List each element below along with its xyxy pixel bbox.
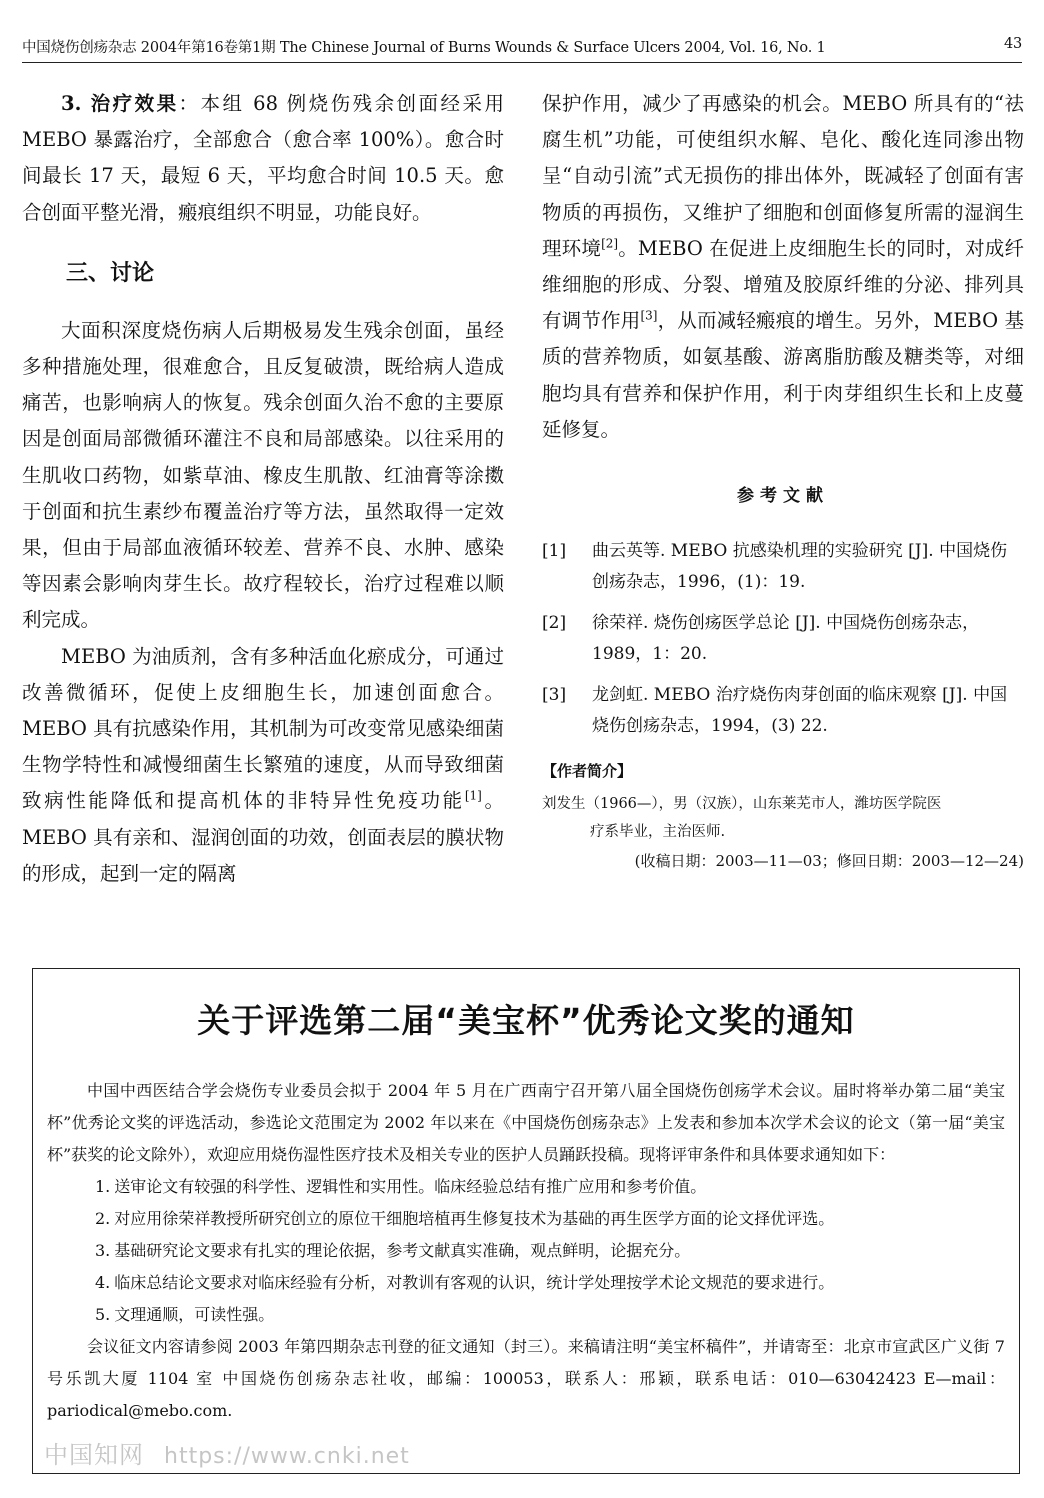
running-header <box>22 36 1022 60</box>
notice-item <box>47 1171 1005 1203</box>
continuation-text-c: ，从而减轻瘢痕的增生。另外，MEBO 基质的营养物质，如氨基酸、游离脂肪酸及糖类等，对细胞均具有营养和保护作用，利于肉芽组织生长和上皮蔓延修复。 <box>542 309 1024 441</box>
notice-item-text: 临床总结论文要求对临床经验有分析，对教训有客观的认识，统计学处理按学术论文规范的要求进行。 <box>114 1273 835 1292</box>
header-rule <box>22 62 1022 63</box>
header-page-number: 43 <box>1003 36 1022 52</box>
discussion-continuation <box>542 86 1024 448</box>
reference-text: 龙剑虹. MEBO 治疗烧伤肉芽创面的临床观察 [J]. 中国烧伤创疡杂志，1994，(3) 22. <box>592 685 1008 737</box>
right-column <box>542 86 1024 874</box>
citation-1: [1] <box>464 788 482 803</box>
notice-item <box>47 1299 1005 1331</box>
notice-item-number: 2. <box>95 1209 111 1228</box>
cnki-watermark <box>44 1435 410 1470</box>
reference-item <box>542 608 1024 670</box>
citation-2: [2] <box>601 236 619 251</box>
discussion-p2-text-a: MEBO 为油质剂，含有多种活血化瘀成分，可通过改善微循环，促使上皮细胞生长，加速创面愈合。MEBO 具有抗感染作用，其机制为可改变常见感染细菌生物学特性和减慢细菌生长繁殖的速度，从而导致细菌致病性能降低和提高机体的非特异性免疫功能 <box>22 644 504 813</box>
notice-closing: 会议征文内容请参阅 2003 年第四期杂志刊登的征文通知（封三）。来稿请注明“美宝杯稿件”，并请寄至：北京市宣武区广义街 7 号乐凯大厦 1104 室 中国烧伤创疡杂志社收，邮编：100053，联系人：邢颖，联系电话：010—63042423 E—mail：pariodical@mebo.com. <box>47 1337 1005 1420</box>
reference-number: [2] <box>542 613 567 634</box>
reference-number: [1] <box>542 541 567 562</box>
section-title-discussion: 三、讨论 <box>66 260 155 286</box>
author-profile <box>542 790 1024 846</box>
discussion-p2-text-b: 。MEBO 具有亲和、湿润创面的功效，创面表层的膜状物的形成，起到一定的隔离 <box>22 789 504 885</box>
references-title: 参考文献 <box>737 486 829 507</box>
author-profile-line-2: 疗系毕业，主治医师. <box>590 824 726 841</box>
award-notice-box <box>32 968 1020 1474</box>
notice-intro: 中国中西医结合学会烧伤专业委员会拟于 2004 年 5 月在广西南宁召开第八届全国烧伤创疡学术会议。届时将举办第二届“美宝杯”优秀论文奖的评选活动，参选论文范围定为 2002 年以来在《中国烧伤创疡杂志》上发表和参加本次学术会议的论文（第一届“美宝杯”获奖的论文除外），欢迎应用烧伤湿性医疗技术及相关专业的医护人员踊跃投稿。现将评审条件和具体要求通知如下： <box>47 1081 1005 1164</box>
watermark-url: https://www.cnki.net <box>164 1444 410 1469</box>
notice-item <box>47 1235 1005 1267</box>
header-journal-info: 中国烧伤创疡杂志 2004年第16卷第1期 The Chinese Journal of Burns Wounds & Surface Ulcers 2004, Vol. 16, No. 1 <box>22 40 826 56</box>
continuation-text-b: 。MEBO 在促进上皮细胞生长的同时，对成纤维细胞的形成、分裂、增殖及胶原纤维的分泌、排列具有调节作用 <box>542 236 1024 333</box>
notice-body <box>47 1075 1005 1427</box>
reference-item <box>542 680 1024 742</box>
results-label: 3. 治疗效果 <box>61 92 179 115</box>
reference-number: [3] <box>542 685 567 706</box>
author-profile-line-1: 刘发生（1966—），男（汉族），山东莱芜市人，潍坊医学院医 <box>542 796 942 813</box>
author-profile-heading: 【作者简介】 <box>542 762 633 781</box>
reference-text: 徐荣祥. 烧伤创疡医学总论 [J]. 中国烧伤创疡杂志，1989，1：20. <box>592 613 980 665</box>
notice-item-text: 对应用徐荣祥教授所研究创立的原位干细胞培植再生修复技术为基础的再生医学方面的论文择优评选。 <box>114 1209 835 1228</box>
continuation-text-a: 保护作用，减少了再感染的机会。MEBO 所具有的“祛腐生机”功能，可使组织水解、皂化、酸化连同渗出物呈“自动引流”式无损伤的排出体外，既减轻了创面有害物质的再损伤，又维护了细胞和创面修复所需的湿润生理环境 <box>542 92 1024 260</box>
reference-text: 曲云英等. MEBO 抗感染机理的实验研究 [J]. 中国烧伤创疡杂志，1996，(1)：19. <box>592 541 1008 593</box>
submission-dates: (收稿日期：2003—11—03；修回日期：2003—12—24) <box>634 852 1024 871</box>
notice-item-number: 4. <box>95 1273 111 1292</box>
left-column <box>22 86 504 892</box>
notice-item-text: 基础研究论文要求有扎实的理论依据，参考文献真实准确，观点鲜明，论据充分。 <box>114 1241 691 1260</box>
notice-item-number: 3. <box>95 1241 111 1260</box>
notice-item-number: 1. <box>95 1177 111 1196</box>
notice-item-text: 文理通顺，可读性强。 <box>114 1305 275 1324</box>
results-colon: ： <box>178 92 201 115</box>
notice-item-text: 送审论文有较强的科学性、逻辑性和实用性。临床经验总结有推广应用和参考价值。 <box>114 1177 707 1196</box>
notice-item <box>47 1203 1005 1235</box>
notice-title: 关于评选第二届“美宝杯”优秀论文奖的通知 <box>197 1001 855 1040</box>
discussion-paragraph-2 <box>22 639 504 892</box>
results-paragraph <box>22 86 504 231</box>
watermark-brand: 中国知网 <box>44 1441 144 1469</box>
reference-item <box>542 536 1024 598</box>
discussion-paragraph-1: 大面积深度烧伤病人后期极易发生残余创面，虽经多种措施处理，很难愈合，且反复破溃，既给病人造成痛苦，也影响病人的恢复。残余创面久治不愈的主要原因是创面局部微循环灌注不良和局部感染。以往采用的生肌收口药物，如紫草油、橡皮生肌散、红油膏等涂擞于创面和抗生素纱布覆盖治疗等方法，虽然取得一定效果，但由于局部血液循环较差、营养不良、水肿、感染等因素会影响肉芽生长。故疗程较长，治疗过程难以顺利完成。 <box>22 318 504 632</box>
citation-3: [3] <box>640 308 658 323</box>
results-text: 本组 68 例烧伤残余创面经采用 MEBO 暴露治疗，全部愈合（愈合率 100%）。愈合时间最长 17 天，最短 6 天，平均愈合时间 10.5 天。愈合创面平整光滑，瘢痕组织不明显，功能良好。 <box>22 92 504 224</box>
notice-item <box>47 1267 1005 1299</box>
notice-item-number: 5. <box>95 1305 111 1324</box>
